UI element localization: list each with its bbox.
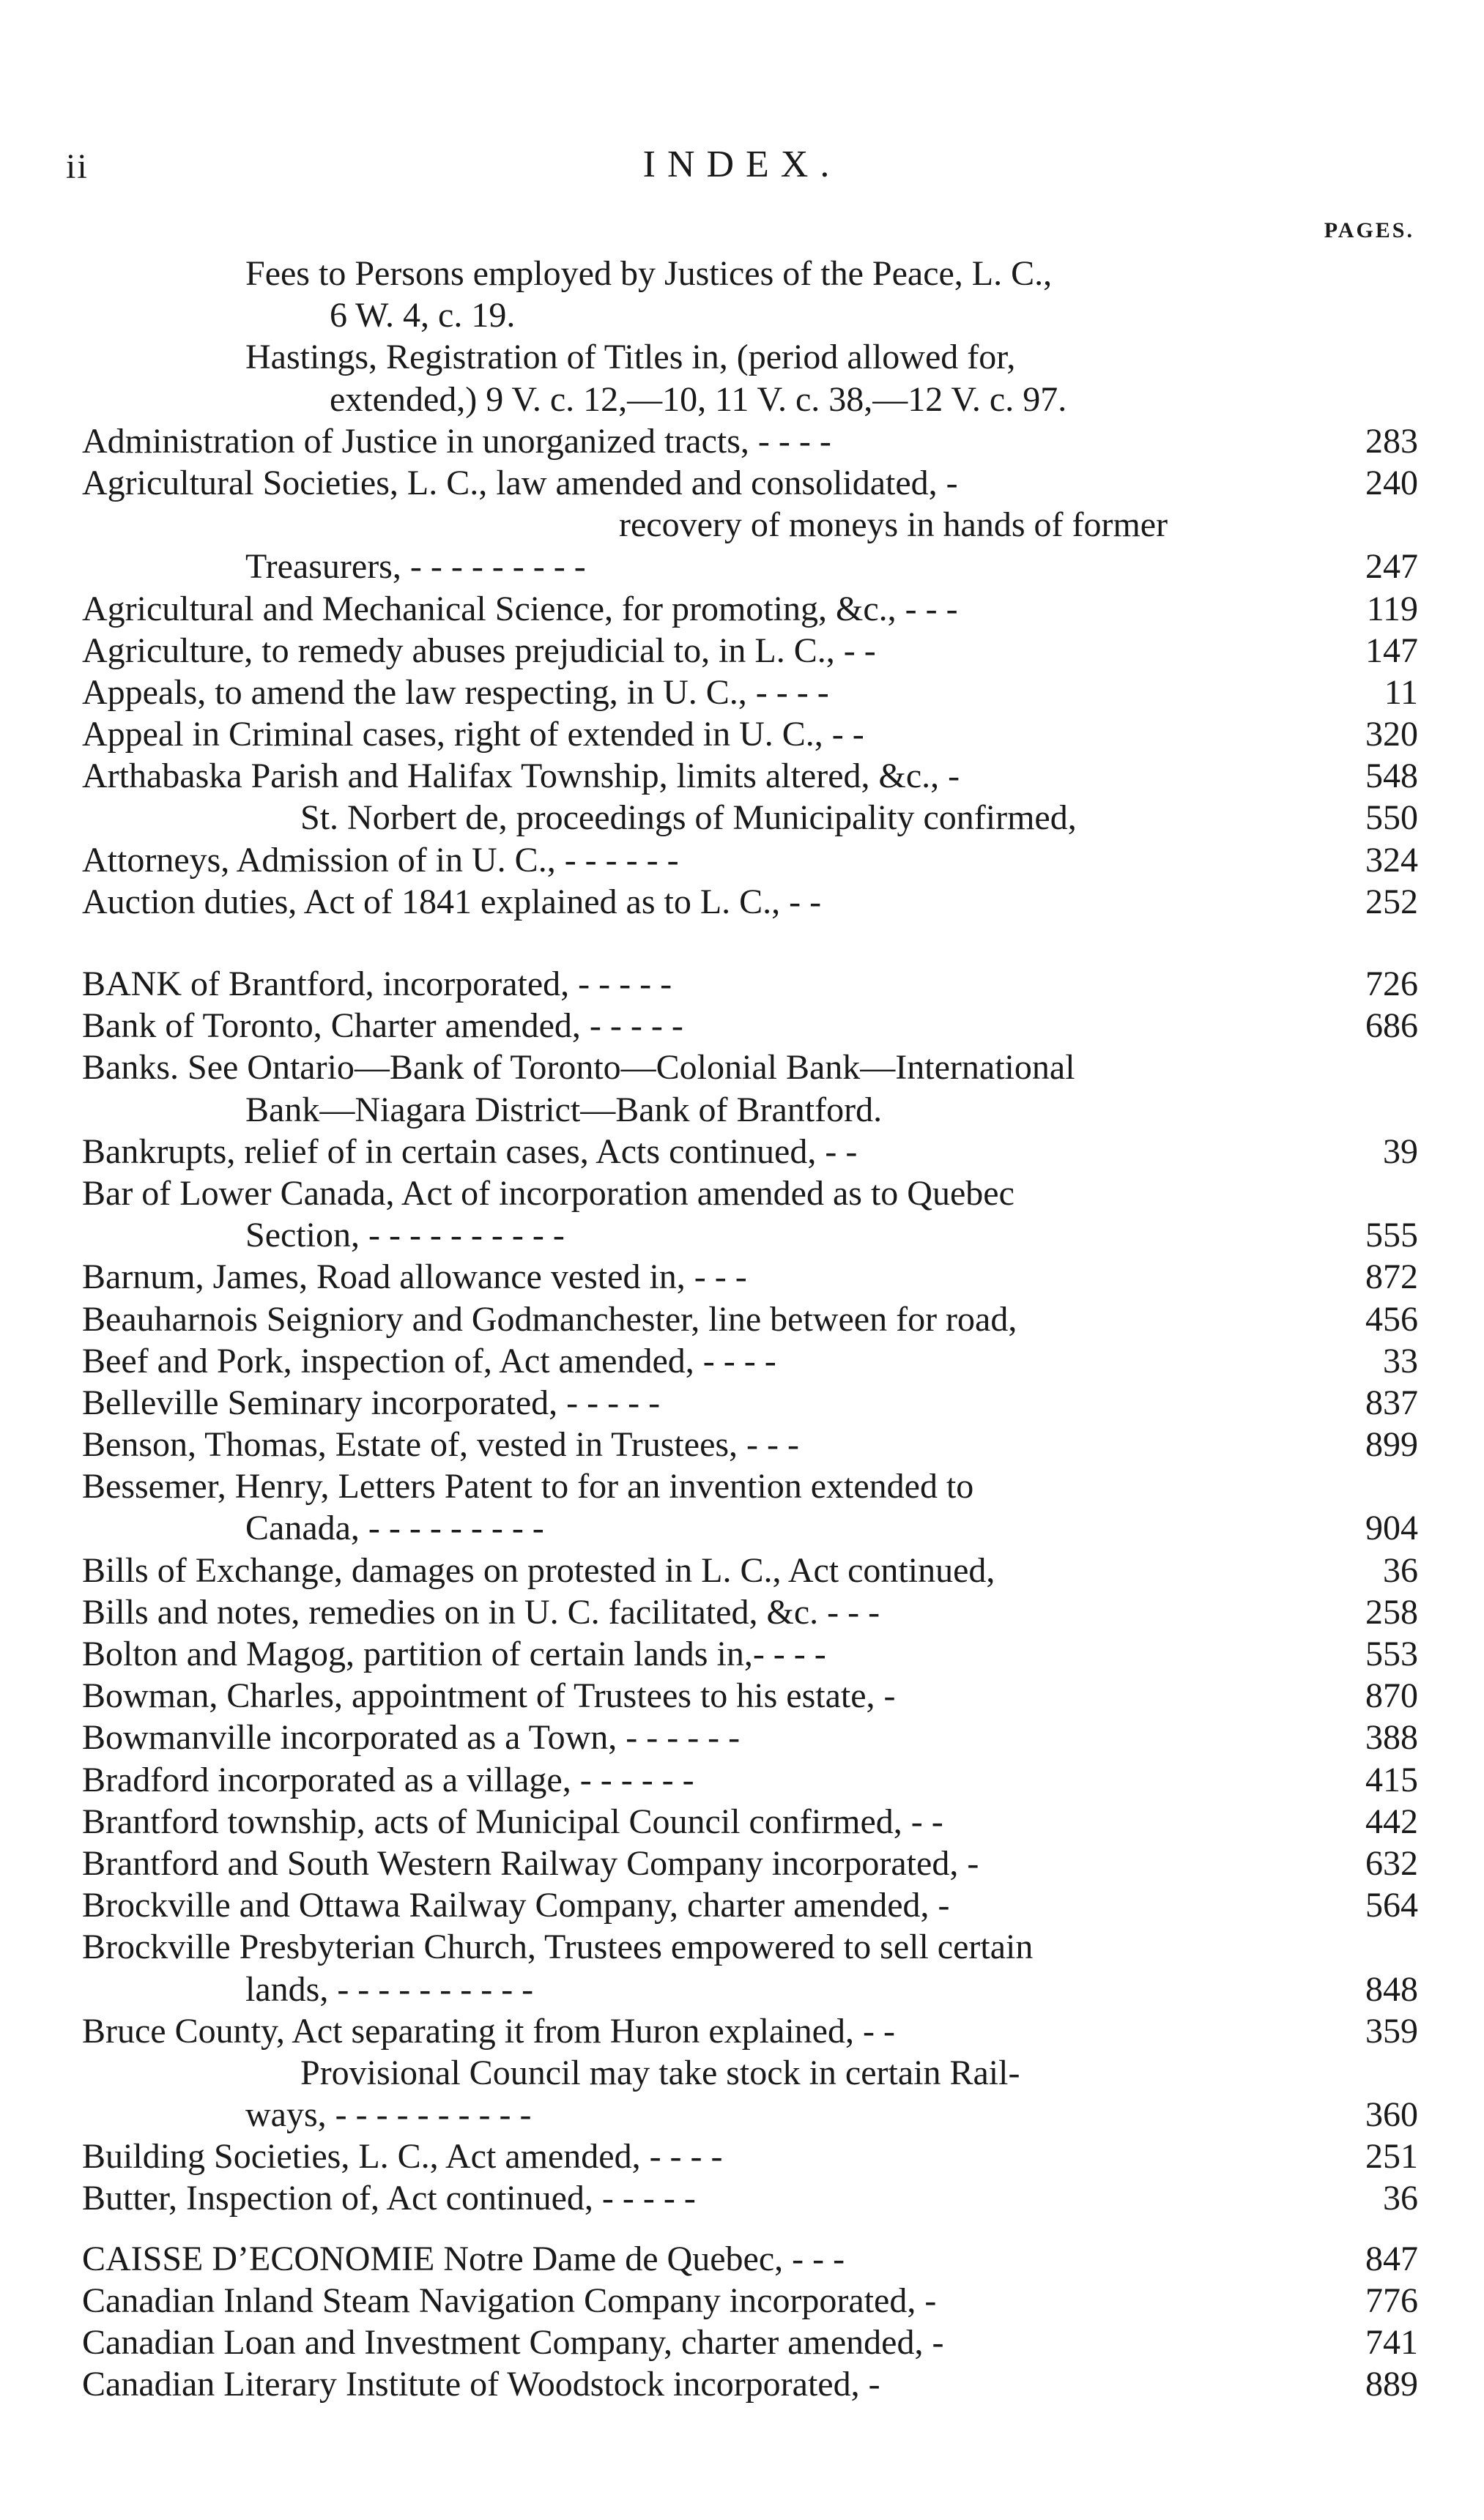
index-entry bbox=[0, 1298, 1484, 1340]
index-entry-text: Bar of Lower Canada, Act of incorporation amended as to Quebec bbox=[82, 1173, 1014, 1213]
index-entry bbox=[0, 2010, 1484, 2052]
index-entry bbox=[0, 1214, 1484, 1256]
index-entry-page: 442 bbox=[1365, 1802, 1418, 1841]
index-entry-text: Building Societies, L. C., Act amended, - - - - bbox=[82, 2137, 723, 2177]
index-entry bbox=[0, 1172, 1484, 1214]
index-entry-text: Barnum, James, Road allowance vested in, - - - bbox=[82, 1257, 747, 1297]
index-entry-text: Canadian Inland Steam Navigation Company incorporated, - bbox=[82, 2281, 937, 2320]
index-entry bbox=[0, 1005, 1484, 1047]
index-entry-text: extended,) 9 V. c. 12,—10, 11 V. c. 38,—12 V. c. 97. bbox=[330, 379, 1067, 419]
index-entry bbox=[0, 1550, 1484, 1591]
index-entry-text: Brantford and South Western Railway Company incorporated, - bbox=[82, 1843, 979, 1883]
index-entry-page: 456 bbox=[1365, 1299, 1418, 1339]
index-entry bbox=[0, 1256, 1484, 1298]
index-entry-text: Bankrupts, relief of in certain cases, Acts continued, - - bbox=[82, 1131, 858, 1171]
index-entry bbox=[0, 2280, 1484, 2322]
index-entry bbox=[0, 2136, 1484, 2177]
index-entry-page: 258 bbox=[1365, 1592, 1418, 1632]
index-entry-page: 741 bbox=[1365, 2323, 1418, 2362]
index-entry-text: Brockville and Ottawa Railway Company, charter amended, - bbox=[82, 1886, 950, 1925]
index-entry-text: Section, - - - - - - - - - - bbox=[245, 1216, 565, 1255]
index-entry bbox=[0, 2322, 1484, 2363]
index-entry bbox=[0, 1424, 1484, 1465]
index-entry-text: Hastings, Registration of Titles in, (period allowed for, bbox=[245, 338, 1016, 377]
index-entry-page: 320 bbox=[1365, 715, 1418, 754]
index-entry bbox=[0, 546, 1484, 587]
index-entry bbox=[0, 253, 1484, 294]
index-entry bbox=[0, 881, 1484, 923]
index-entry-page: 324 bbox=[1365, 840, 1418, 880]
index-entry-text: Banks. See Ontario—Bank of Toronto—Colonial Bank—International bbox=[82, 1048, 1075, 1088]
index-entry bbox=[0, 839, 1484, 881]
index-entry bbox=[0, 755, 1484, 797]
index-entry-page: 283 bbox=[1365, 421, 1418, 461]
index-entry-text: Brockville Presbyterian Church, Trustees empowered to sell certain bbox=[82, 1928, 1034, 1967]
index-entry-page: 872 bbox=[1365, 1257, 1418, 1297]
index-entry-text: Bradford incorporated as a village, - - - - - - bbox=[82, 1760, 694, 1799]
index-entry-text: CAISSE D’ECONOMIE Notre Dame de Quebec, - - - bbox=[82, 2239, 845, 2278]
index-entry bbox=[0, 2052, 1484, 2094]
index-entry bbox=[0, 462, 1484, 504]
index-entry-page: 33 bbox=[1383, 1341, 1418, 1380]
index-entry-page: 686 bbox=[1365, 1006, 1418, 1046]
index-entry bbox=[0, 2094, 1484, 2136]
page-title: INDEX. bbox=[642, 144, 842, 185]
index-entry-page: 899 bbox=[1365, 1425, 1418, 1465]
index-entry-page: 388 bbox=[1365, 1718, 1418, 1758]
index-entry-page: 39 bbox=[1383, 1131, 1418, 1171]
index-entry-page: 252 bbox=[1365, 882, 1418, 921]
index-entry-text: Attorneys, Admission of in U. C., - - - - - - bbox=[82, 840, 679, 880]
index-entry-text: Beauharnois Seigniory and Godmanchester, line between for road, bbox=[82, 1299, 1017, 1339]
index-entry-page: 837 bbox=[1365, 1383, 1418, 1422]
index-entry-page: 36 bbox=[1383, 2179, 1418, 2218]
index-entry-page: 726 bbox=[1365, 964, 1418, 1003]
index-entry-text: Bills and notes, remedies on in U. C. facilitated, &c. - - - bbox=[82, 1592, 880, 1632]
index-entries bbox=[0, 253, 1484, 2405]
index-entry-page: 548 bbox=[1365, 757, 1418, 796]
index-entry bbox=[0, 2238, 1484, 2280]
index-entry-text: Provisional Council may take stock in certain Rail- bbox=[300, 2053, 1020, 2092]
pages-column-label: PAGES. bbox=[1324, 218, 1414, 242]
index-entry-text: Benson, Thomas, Estate of, vested in Trustees, - - - bbox=[82, 1425, 800, 1465]
index-entry bbox=[0, 1759, 1484, 1801]
index-entry bbox=[0, 1843, 1484, 1884]
index-entry bbox=[0, 1801, 1484, 1843]
index-entry-text: Bessemer, Henry, Letters Patent to for an invention extended to bbox=[82, 1467, 974, 1506]
index-entry-text: Beef and Pork, inspection of, Act amended, - - - - bbox=[82, 1341, 776, 1380]
index-entry-text: Agricultural Societies, L. C., law amended and consolidated, - bbox=[82, 463, 958, 502]
index-entry-page: 904 bbox=[1365, 1509, 1418, 1548]
index-entry-page: 848 bbox=[1365, 1969, 1418, 2009]
index-entry-text: Appeals, to amend the law respecting, in U. C., - - - - bbox=[82, 672, 829, 712]
index-entry bbox=[0, 1969, 1484, 2010]
index-entry-text: lands, - - - - - - - - - - bbox=[245, 1969, 534, 2009]
index-entry bbox=[0, 1465, 1484, 1507]
index-entry bbox=[0, 672, 1484, 713]
page-folio: ii bbox=[66, 147, 89, 186]
index-entry bbox=[0, 1047, 1484, 1088]
index-entry bbox=[0, 336, 1484, 378]
index-entry-text: Bowmanville incorporated as a Town, - - - - - - bbox=[82, 1718, 741, 1758]
index-entry-page: 360 bbox=[1365, 2095, 1418, 2135]
index-entry bbox=[0, 1089, 1484, 1131]
index-entry bbox=[0, 1131, 1484, 1172]
index-entry bbox=[0, 1717, 1484, 1758]
index-entry bbox=[0, 1591, 1484, 1633]
index-entry-text: Auction duties, Act of 1841 explained as to L. C., - - bbox=[82, 882, 822, 921]
index-entry-page: 870 bbox=[1365, 1676, 1418, 1716]
index-entry-text: recovery of moneys in hands of former bbox=[619, 505, 1168, 545]
index-entry-page: 147 bbox=[1365, 631, 1418, 670]
index-entry-page: 555 bbox=[1365, 1216, 1418, 1255]
index-entry-page: 553 bbox=[1365, 1635, 1418, 1673]
index-entry-text: Canadian Loan and Investment Company, charter amended, - bbox=[82, 2323, 944, 2362]
index-entry-text: 6 W. 4, c. 19. bbox=[330, 296, 516, 335]
index-entry-page: 247 bbox=[1365, 547, 1418, 587]
index-entry-text: Appeal in Criminal cases, right of extended in U. C., - - bbox=[82, 715, 864, 754]
index-entry-text: Bowman, Charles, appointment of Trustees to his estate, - bbox=[82, 1676, 896, 1716]
index-entry bbox=[0, 294, 1484, 336]
index-entry-text: Arthabaska Parish and Halifax Township, limits altered, &c., - bbox=[82, 757, 960, 796]
index-entry-page: 240 bbox=[1365, 463, 1418, 502]
index-entry bbox=[0, 1675, 1484, 1717]
index-entry bbox=[0, 2363, 1484, 2405]
index-entry-text: Agriculture, to remedy abuses prejudicial to, in L. C., - - bbox=[82, 631, 876, 670]
index-entry bbox=[0, 504, 1484, 546]
index-entry bbox=[0, 420, 1484, 462]
index-entry bbox=[0, 797, 1484, 839]
index-entry-text: Canada, - - - - - - - - - bbox=[245, 1509, 544, 1548]
index-entry bbox=[0, 1926, 1484, 1968]
index-entry-page: 11 bbox=[1384, 672, 1418, 712]
index-entry bbox=[0, 1382, 1484, 1424]
index-entry bbox=[0, 588, 1484, 630]
index-entry-text: ways, - - - - - - - - - - bbox=[245, 2095, 532, 2135]
index-entry-page: 776 bbox=[1365, 2281, 1418, 2320]
index-entry-page: 415 bbox=[1365, 1760, 1418, 1799]
index-entry-text: Bills of Exchange, damages on protested in L. C., Act continued, bbox=[82, 1550, 995, 1590]
index-entry-text: Canadian Literary Institute of Woodstock incorporated, - bbox=[82, 2365, 880, 2404]
index-entry-page: 632 bbox=[1365, 1843, 1418, 1883]
index-entry-text: Bolton and Magog, partition of certain lands in,- - - - bbox=[82, 1635, 826, 1673]
index-entry-text: Bank of Toronto, Charter amended, - - - - - bbox=[82, 1006, 683, 1046]
index-entry bbox=[0, 963, 1484, 1005]
index-entry bbox=[0, 1884, 1484, 1926]
index-entry-text: Treasurers, - - - - - - - - - bbox=[245, 547, 586, 587]
index-entry bbox=[0, 1507, 1484, 1549]
index-entry-page: 550 bbox=[1365, 798, 1418, 838]
index-entry-text: Brantford township, acts of Municipal Council confirmed, - - bbox=[82, 1802, 943, 1841]
index-entry-page: 251 bbox=[1365, 2137, 1418, 2177]
index-entry-text: BANK of Brantford, incorporated, - - - - - bbox=[82, 964, 672, 1003]
index-entry-text: Agricultural and Mechanical Science, for promoting, &c., - - - bbox=[82, 589, 958, 628]
index-entry-page: 359 bbox=[1365, 2011, 1418, 2051]
index-entry-text: Bank—Niagara District—Bank of Brantford. bbox=[245, 1090, 883, 1129]
index-entry-page: 564 bbox=[1365, 1886, 1418, 1925]
index-entry-text: Fees to Persons employed by Justices of the Peace, L. C., bbox=[245, 254, 1053, 293]
index-entry-page: 889 bbox=[1365, 2365, 1418, 2404]
index-entry-page: 119 bbox=[1366, 589, 1418, 628]
index-entry-page: 847 bbox=[1365, 2239, 1418, 2278]
index-entry bbox=[0, 630, 1484, 672]
index-entry bbox=[0, 1633, 1484, 1675]
index-entry bbox=[0, 1340, 1484, 1382]
index-entry-text: Administration of Justice in unorganized tracts, - - - - bbox=[82, 421, 831, 461]
index-entry-page: 36 bbox=[1383, 1550, 1418, 1590]
index-entry-text: Butter, Inspection of, Act continued, - - - - - bbox=[82, 2179, 696, 2218]
index-entry-text: Belleville Seminary incorporated, - - - - - bbox=[82, 1383, 661, 1422]
index-entry-text: Bruce County, Act separating it from Huron explained, - - bbox=[82, 2011, 895, 2051]
index-entry bbox=[0, 713, 1484, 755]
index-entry bbox=[0, 379, 1484, 420]
index-entry bbox=[0, 2177, 1484, 2219]
index-entry-text: St. Norbert de, proceedings of Municipality confirmed, bbox=[300, 798, 1077, 838]
